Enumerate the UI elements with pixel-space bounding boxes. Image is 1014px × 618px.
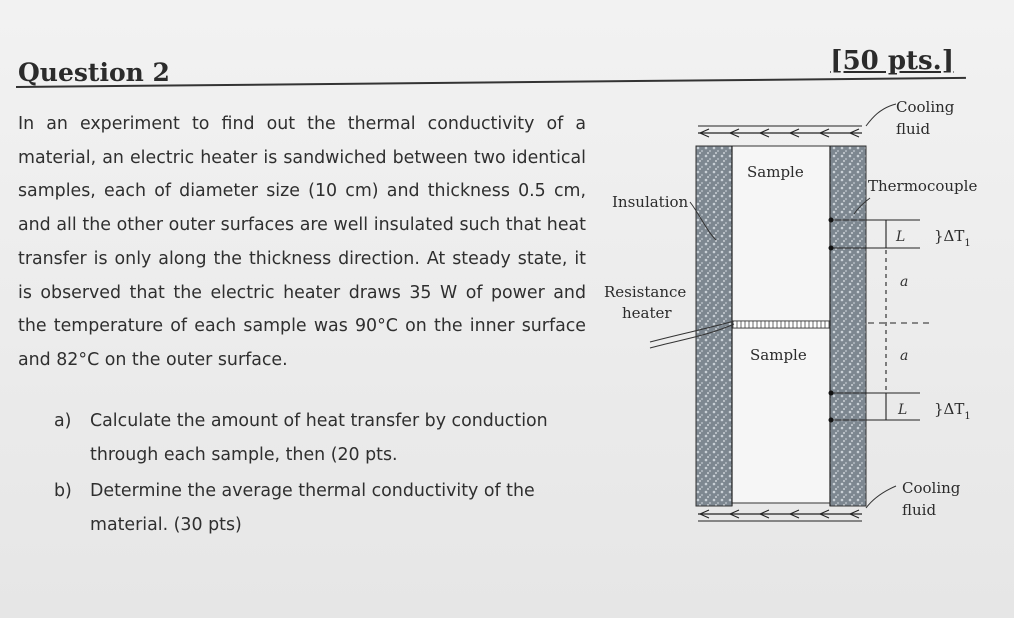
- part-a-line1: Calculate the amount of heat transfer by conduction: [90, 411, 548, 431]
- part-b: [54, 475, 594, 542]
- top-flow-arrows: [698, 126, 862, 137]
- bottom-flow-arrows: [698, 510, 862, 521]
- cooling-fluid-bottom-line1: Cooling: [902, 479, 961, 497]
- L-top-label: L: [896, 229, 906, 245]
- part-b-line1: Determine the average thermal conductivity of the: [90, 481, 535, 501]
- part-b-line2: material. (30 pts): [90, 514, 242, 535]
- sample-top-label: Sample: [747, 163, 804, 181]
- cooling-fluid-top-line2: fluid: [896, 120, 931, 138]
- part-b-mark: b): [54, 481, 72, 501]
- delta-t-bottom: }$\Delta T_1$: [934, 400, 971, 422]
- resistance-label-line2: heater: [622, 304, 672, 322]
- points-label: [50 pts.]: [830, 46, 954, 76]
- part-a-mark: a): [54, 411, 72, 431]
- cooling-fluid-top-line1: Cooling: [896, 98, 955, 116]
- experiment-diagram: [600, 90, 1000, 540]
- insulation-label: Insulation: [612, 193, 689, 211]
- question-body-text: In an experiment to find out the thermal conductivity of a material, an electric heater is sandwiched between two identical samples, each of diameter size (10 cm) and thickness 0.5 cm, and all the other outer surfaces are well insulated such that heat transfer is only along the thickness direction. At steady state, it is observed that the electric heater draws 35 W of power and the temperature of each sample was 90°C on the inner surface and 82°C on the outer surface.: [18, 114, 586, 370]
- resistance-label-line1: Resistance: [604, 283, 687, 301]
- sample-bottom-label: Sample: [750, 346, 807, 364]
- a-bottom-label: a: [900, 348, 909, 364]
- thermocouple-label: Thermocouple: [868, 177, 978, 195]
- cooling-fluid-bottom-line2: fluid: [902, 501, 937, 519]
- part-a-line2: through each sample, then (20 pts.: [90, 444, 398, 465]
- question-body: [18, 108, 586, 378]
- a-top-label: a: [900, 274, 909, 290]
- heater-element: [732, 321, 830, 328]
- delta-t-top: }$\Delta T_1$: [934, 227, 971, 249]
- part-a: [54, 405, 594, 472]
- insulation-right: [830, 146, 866, 506]
- question-title: Question 2: [18, 58, 170, 87]
- L-bottom-label: L: [898, 402, 908, 418]
